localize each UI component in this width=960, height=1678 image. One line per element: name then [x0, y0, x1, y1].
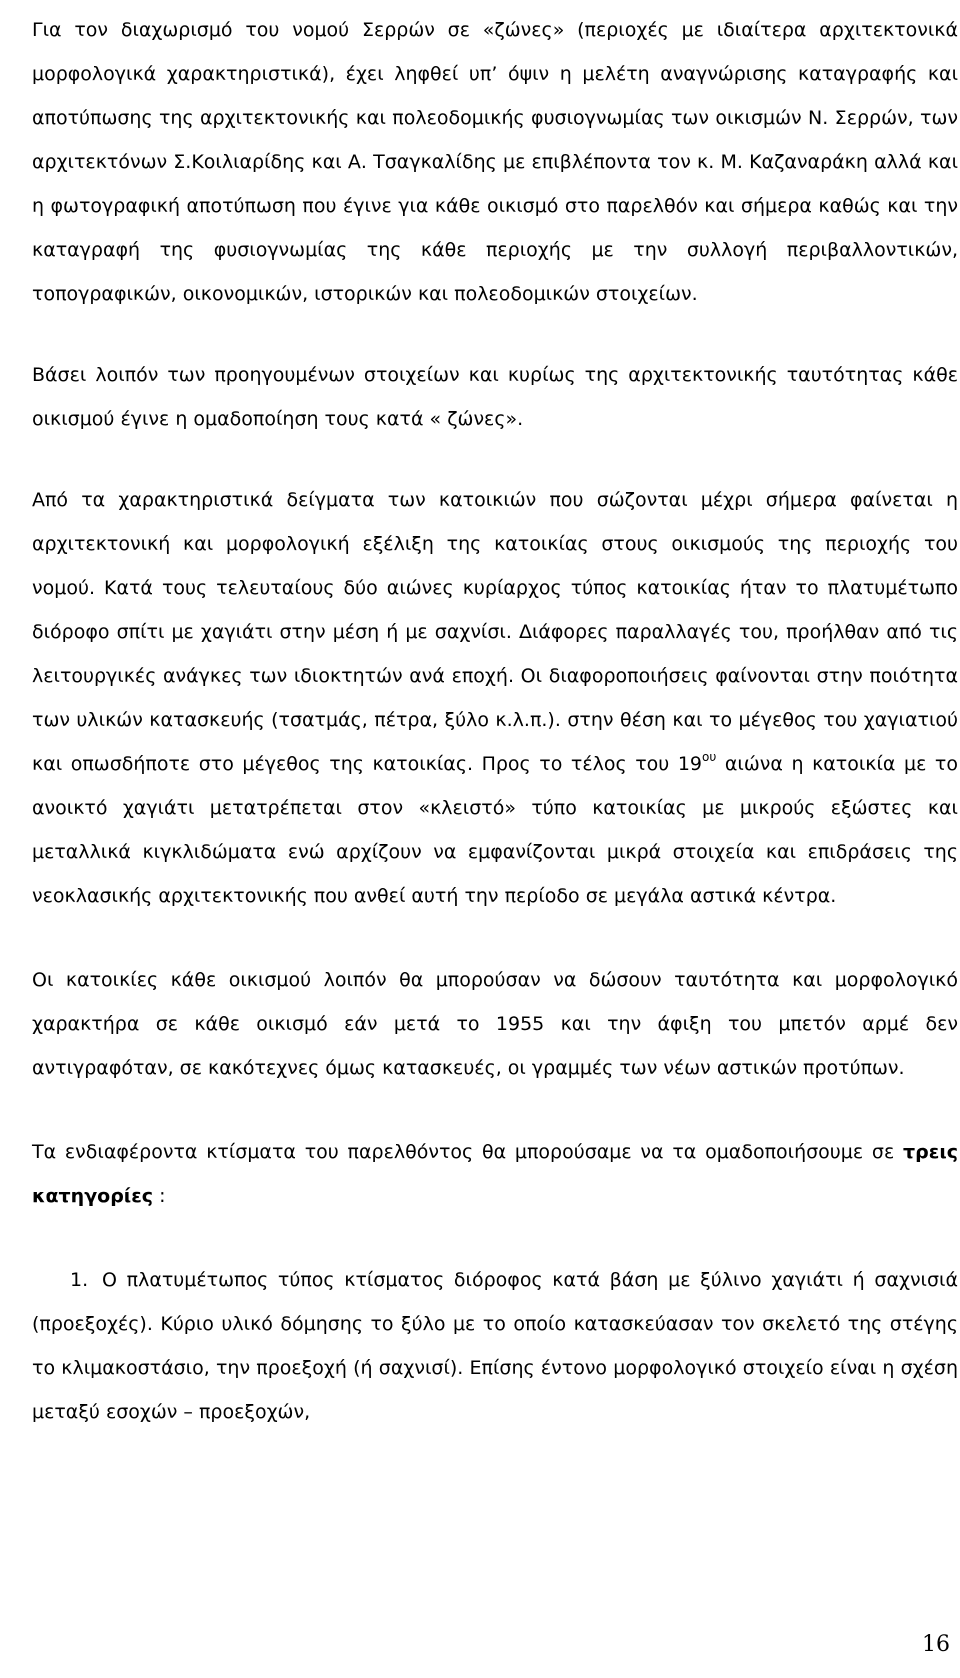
page-number: 16	[922, 1632, 950, 1657]
paragraph-categories-text-a: Τα ενδιαφέροντα κτίσματα του παρελθόντος θα μπορούσαμε να τα ομαδοποιήσουμε σε	[32, 1141, 904, 1163]
paragraph-categories-text-b: :	[153, 1185, 166, 1207]
paragraph-house-evolution-text-b: αιώνα η κατοικία με το ανοικτό χαγιάτι μετατρέπεται στον «κλειστό» τύπο κατοικίας με μικρούς εξώστες και μεταλλικά κιγκλιδώματα ενώ αρχίζουν να εμφανίζονται μικρά στοιχεία και επιδράσεις της νεοκλασικής αρχιτεκτονικής που ανθεί αυτή την περίοδο σε μεγάλα αστικά κέντρα.	[32, 753, 958, 907]
list-item-text: Ο πλατυμέτωπος τύπος κτίσματος διόροφος κατά βάση με ξύλινο χαγιάτι ή σαχνισιά (προεξοχές). Κύριο υλικό δόμησης το ξύλο με το οποίο κατασκεύασαν τον σκελετό της στέγης το κλιμακοστάσιο, την προεξοχή (ή σαχνισί). Επίσης έντονο μορφολογικό στοιχείο είναι η σχέση μεταξύ εσοχών – προεξοχών,	[32, 1269, 958, 1423]
paragraph-house-evolution	[32, 478, 958, 918]
categories-emphasis: τρεις κατηγορίες	[32, 1141, 958, 1207]
paragraph-grouping: Βάσει λοιπόν των προηγουμένων στοιχείων και κυρίως της αρχιτεκτονικής ταυτότητας κάθε οικισμού έγινε η ομαδοποίηση τους κατά « ζώνες».	[32, 364, 958, 430]
paragraph-zones-intro: Για τον διαχωρισμό του νομού Σερρών σε «ζώνες» (περιοχές με ιδιαίτερα αρχιτεκτονικά μορφολογικά χαρακτηριστικά), έχει ληφθεί υπ’ όψιν η μελέτη αναγνώρισης καταγραφής και αποτύπωσης της αρχιτεκτονικής και πολεοδομικής φυσιογνωμίας των οικισμών Ν. Σερρών, των αρχιτεκτόνων Σ.Κοιλιαρίδης και Α. Τσαγκαλίδης με επιβλέποντα τον κ. Μ. Καζαναράκη αλλά και η φωτογραφική αποτύπωση που έγινε για κάθε οικισμό στο παρελθόν και σήμερα καθώς και την καταγραφή της φυσιογνωμίας της κάθε περιοχής με την συλλογή περιβαλλοντικών, τοπογραφικών, οικονομικών, ιστορικών και πολεοδομικών στοιχείων.	[32, 19, 958, 305]
list-item	[32, 1258, 958, 1434]
paragraph-house-evolution-text-a: Από τα χαρακτηριστικά δείγματα των κατοικιών που σώζονται μέχρι σήμερα φαίνεται η αρχιτεκτονική και μορφολογική εξέλιξη της κατοικίας στους οικισμούς της περιοχής του νομού. Κατά τους τελευταίους δύο αιώνες κυρίαρχος τύπος κατοικίας ήταν το πλατυμέτωπο διόροφο σπίτι με χαγιάτι στην μέση ή με σαχνίσι. Διάφορες παραλλαγές του, προήλθαν από τις λειτουργικές ανάγκες των ιδιοκτητών ανά εποχή. Οι διαφοροποιήσεις φαίνονται στην ποιότητα των υλικών κατασκευής (τσατμάς, πέτρα, ξύλο κ.λ.π.). στην θέση και το μέγεθος του χαγιατιού και οπωσδήποτε στο μέγεθος της κατοικίας. Προς το τέλος του 19	[32, 489, 958, 775]
century-superscript: ου	[702, 750, 717, 764]
paragraph-identity: Οι κατοικίες κάθε οικισμού λοιπόν θα μπορούσαν να δώσουν ταυτότητα και μορφολογικό χαρακτήρα σε κάθε οικισμό εάν μετά το 1955 και την άφιξη του μπετόν αρμέ δεν αντιγραφόταν, σε κακότεχνες όμως κατασκευές, οι γραμμές των νέων αστικών προτύπων.	[32, 969, 958, 1079]
paragraph-categories	[32, 1130, 958, 1218]
list-item-number: 1.	[70, 1269, 89, 1291]
category-list	[32, 1258, 958, 1434]
document-page	[32, 8, 958, 1434]
